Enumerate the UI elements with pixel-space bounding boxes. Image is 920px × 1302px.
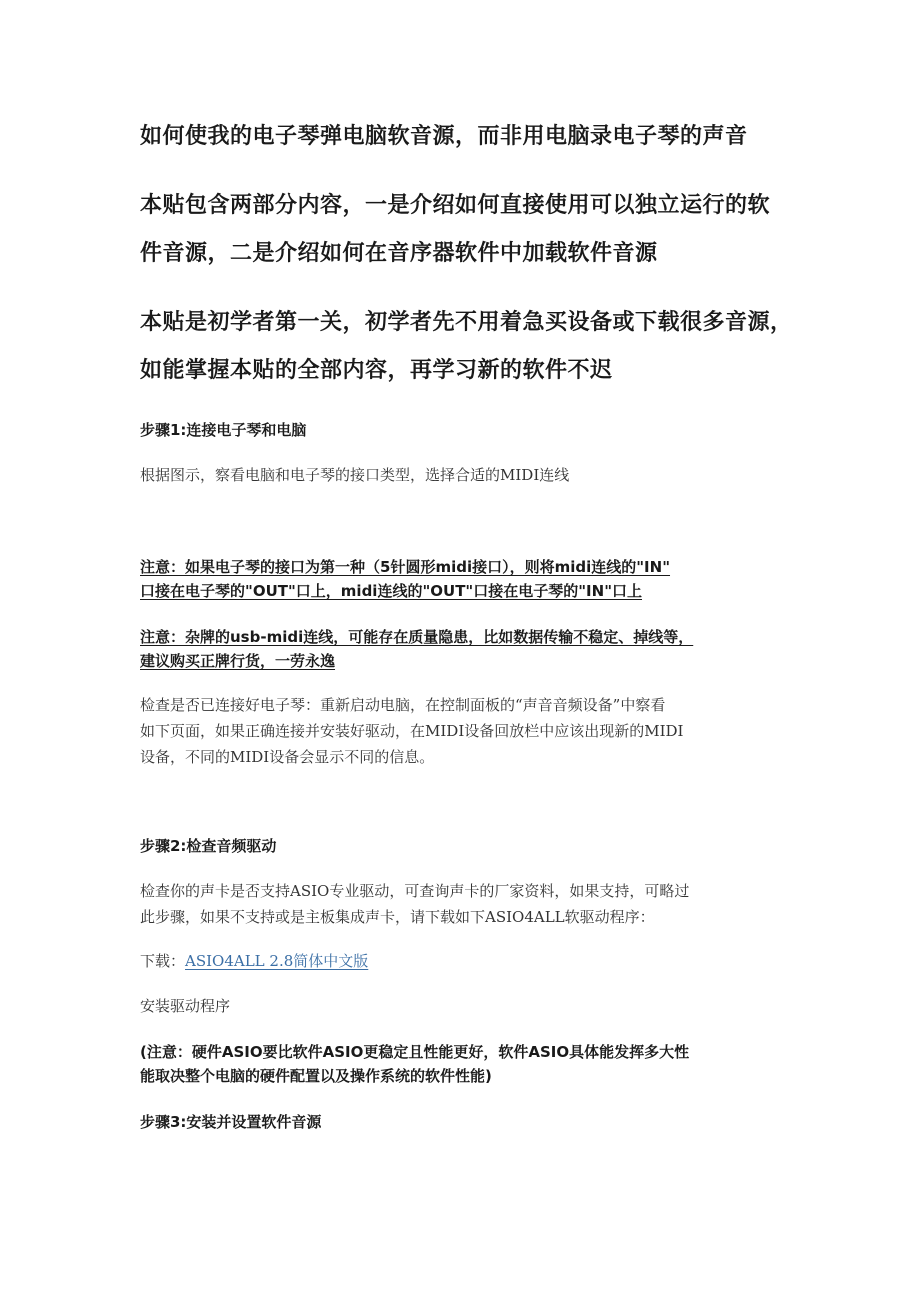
- check-line-1: 检查是否已连接好电子琴：重新启动电脑，在控制面板的“声音音频设备”中察看: [140, 696, 666, 714]
- check-line-2: 如下页面，如果正确连接并安装好驱动，在MIDI设备回放栏中应该出现新的MIDI: [140, 722, 684, 740]
- step-1-text: 根据图示，察看电脑和电子琴的接口类型，选择合适的MIDI连线: [140, 466, 570, 484]
- install-driver-text: 安装驱动程序: [140, 997, 231, 1015]
- download-label: 下载：: [140, 952, 186, 970]
- note-1-line-1: 注意：如果电子琴的接口为第一种（5针圆形midi接口），则将midi连线的"IN": [140, 558, 671, 576]
- note-2-line-1: 注意：杂牌的usb-midi连线，可能存在质量隐患，比如数据传输不稳定、掉线等，: [140, 628, 694, 646]
- download-line: [140, 948, 368, 974]
- note-2-line-2: 建议购买正牌行货，一劳永逸: [140, 652, 336, 670]
- document-title: 如何使我的电子琴弹电脑软音源，而非用电脑录电子琴的声音: [140, 124, 748, 149]
- intro-1-line-2: 件音源，二是介绍如何在音序器软件中加载软件音源: [140, 241, 658, 266]
- intro-paragraph-1: [140, 184, 770, 276]
- step-2-note-line-2: 能取决整个电脑的硬件配置以及操作系统的软件性能): [140, 1067, 492, 1085]
- step-2-text: [140, 878, 800, 930]
- intro-2-line-2: 如能掌握本贴的全部内容，再学习新的软件不迟: [140, 358, 613, 383]
- step-1-check: [140, 692, 800, 770]
- asio4all-download-link[interactable]: ASIO4ALL 2.8简体中文版: [185, 952, 369, 970]
- intro-1-line-1: 本贴包含两部分内容，一是介绍如何直接使用可以独立运行的软: [140, 193, 771, 218]
- intro-2-line-1: 本贴是初学者第一关，初学者先不用着急买设备或下载很多音源，: [140, 310, 793, 335]
- check-line-3: 设备，不同的MIDI设备会显示不同的信息。: [140, 748, 435, 766]
- step-2-note-line-1: (注意：硬件ASIO要比软件ASIO更稳定且性能更好，软件ASIO具体能发挥多大性: [140, 1043, 690, 1061]
- step-2-text-line-1: 检查你的声卡是否支持ASIO专业驱动，可查询声卡的厂家资料，如果支持，可略过: [140, 882, 690, 900]
- step-3-heading: 步骤3:安装并设置软件音源: [140, 1113, 322, 1131]
- step-2-heading: 步骤2:检查音频驱动: [140, 837, 277, 855]
- step-1-heading: 步骤1:连接电子琴和电脑: [140, 421, 307, 439]
- intro-paragraph-2: [140, 301, 793, 393]
- step-1-note-1: [140, 555, 800, 603]
- note-1-line-2: 口接在电子琴的"OUT"口上，midi连线的"OUT"口接在电子琴的"IN"口上: [140, 582, 643, 600]
- step-2-note: [140, 1040, 800, 1088]
- step-1-note-2: [140, 625, 800, 673]
- step-2-text-line-2: 此步骤，如果不支持或是主板集成声卡，请下载如下ASIO4ALL软驱动程序：: [140, 908, 655, 926]
